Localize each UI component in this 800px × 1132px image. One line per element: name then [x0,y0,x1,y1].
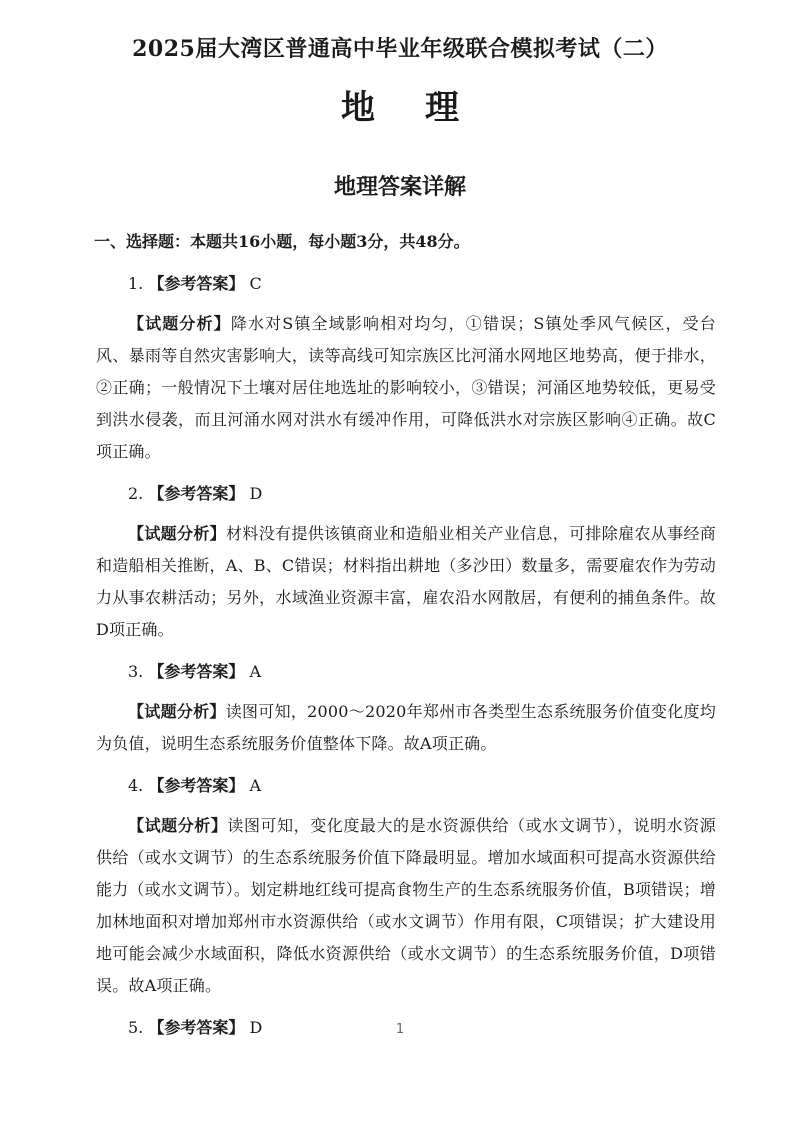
exam-title: 2025届大湾区普通高中毕业年级联合模拟考试（二） [132,36,668,62]
analysis-q2 [96,518,716,646]
question-number: 1. [128,274,144,293]
analysis-q1 [96,308,716,468]
subject-title: 地理 [341,88,509,128]
answer-line-q2 [96,478,716,510]
analysis-q3 [96,696,716,760]
answer-line-q3 [96,656,716,688]
answer-line-q1 [96,268,716,300]
analysis-tag: 【试题分析】 [128,702,226,721]
analysis-text: 读图可知，2000～2020年郑州市各类型生态系统服务价值变化度均为负值，说明生态系统服务价值整体下降。故A项正确。 [96,702,716,753]
answer-value: C [249,274,262,293]
page-number: 1 [395,1022,405,1037]
analysis-tag: 【试题分析】 [128,314,231,333]
analysis-q4 [96,810,716,1002]
question-number: 2. [128,484,144,503]
answer-tag: 【参考答案】 [148,662,245,681]
question-number: 5. [128,1018,144,1037]
answer-value: D [249,484,263,503]
analysis-tag: 【试题分析】 [128,816,228,835]
answer-tag: 【参考答案】 [148,776,245,795]
analysis-text: 降水对S镇全域影响相对均匀，①错误；S镇处季风气候区，受台风、暴雨等自然灾害影响大，读等高线可知宗族区比河涌水网地区地势高，便于排水，②正确；一般情况下土壤对居住地选址的影响较小，③错误；河涌区地势较低，更易受到洪水侵袭，而且河涌水网对洪水有缓冲作用，可降低洪水对宗族区影响④正确。故C项正确。 [96,314,716,461]
question-number: 4. [128,776,144,795]
document-title: 地理答案详解 [333,174,466,200]
answer-tag: 【参考答案】 [148,484,245,503]
answer-value: A [249,776,262,795]
answer-tag: 【参考答案】 [148,1018,245,1037]
answer-content [96,226,716,1044]
analysis-text: 材料没有提供该镇商业和造船业相关产业信息，可排除雇农从事经商和造船相关推断，A、B、C错误；材料指出耕地（多沙田）数量多，需要雇农作为劳动力从事农耕活动；另外，水域渔业资源丰富，雇农沿水网散居，有便利的捕鱼条件。故D项正确。 [96,524,716,639]
analysis-tag: 【试题分析】 [128,524,227,543]
analysis-text: 读图可知，变化度最大的是水资源供给（或水文调节），说明水资源供给（或水文调节）的生态系统服务价值下降最明显。增加水域面积可提高水资源供给能力（或水文调节）。划定耕地红线可提高食物生产的生态系统服务价值，B项错误；增加林地面积对增加郑州市水资源供给（或水文调节）作用有限，C项错误；扩大建设用地可能会减少水域面积，降低水资源供给（或水文调节）的生态系统服务价值，D项错误。故A项正确。 [96,816,716,995]
question-number: 3. [128,662,144,681]
answer-value: D [249,1018,263,1037]
answer-value: A [249,662,262,681]
answer-tag: 【参考答案】 [148,274,245,293]
answer-line-q4 [96,770,716,802]
section-heading: 一、选择题：本题共16小题，每小题3分，共48分。 [94,232,470,251]
